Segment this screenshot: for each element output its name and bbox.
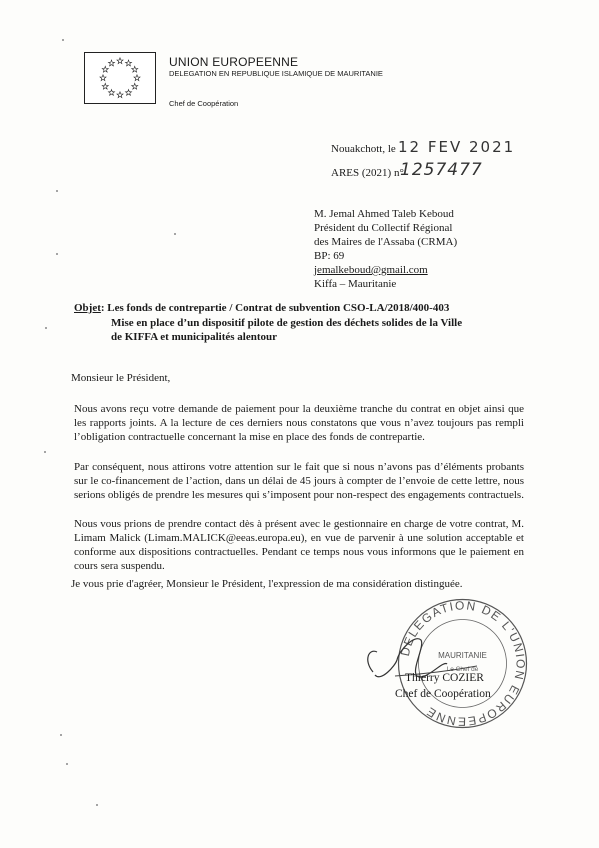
recipient-line: Président du Collectif Régional	[314, 222, 453, 234]
eu-star	[117, 92, 123, 98]
body-paragraph-1: Nous avons reçu votre demande de paiement pour la deuxième tranche du contrat en objet ainsi que les rapports joints. A la lecture de ces derniers nous constatons que vous n’avez toujours pas rempli l’obligation contractuelle concernant la mise en place des fonds de contrepartie.	[74, 403, 524, 443]
scan-speck	[66, 763, 68, 765]
recipient-email-link[interactable]: jemalkeboud@gmail.com	[314, 264, 428, 276]
subject-block	[74, 301, 494, 345]
eu-star	[132, 83, 138, 89]
body-paragraph-3: Nous vous prions de prendre contact dès à présent avec le gestionnaire en charge de votre contrat, M. Limam Malick (Limam.MALICK@eeas.europa.eu), en vue de parvenir à une solution acceptable et conforme aux dispositions contractuelles. Pendant ce temps nous vous informons que le paiement en cours sera suspendu.	[74, 518, 524, 572]
scan-speck	[60, 734, 62, 736]
sender-role: Chef de Coopération	[169, 99, 239, 108]
eu-star	[132, 66, 138, 72]
signatory-name: Thierry COZIER	[405, 672, 484, 684]
recipient-address	[314, 207, 457, 291]
subject-line-2: Mise en place d’un dispositif pilote de gestion des déchets solides de la Ville	[111, 316, 463, 329]
eu-star	[125, 60, 131, 66]
scan-speck	[45, 327, 47, 329]
scan-speck	[56, 253, 58, 255]
eu-star	[102, 83, 108, 89]
eu-star	[100, 75, 106, 81]
subject-line-1: : Les fonds de contrepartie / Contrat de subvention CSO-LA/2018/400-403	[100, 302, 450, 314]
recipient-line: M. Jemal Ahmed Taleb Keboud	[314, 208, 454, 220]
date-place: Nouakchott, le	[331, 143, 396, 155]
eu-star	[134, 75, 140, 81]
stamp-center-text: MAURITANIE	[438, 651, 487, 660]
stamp-sub-text: Le Chef de	[446, 666, 479, 673]
signatory-title: Chef de Coopération	[395, 688, 491, 700]
scan-speck	[174, 233, 176, 235]
reference-number: 1257477	[400, 160, 483, 180]
eu-star	[108, 60, 114, 66]
eu-star	[102, 66, 108, 72]
scan-speck	[62, 39, 64, 41]
eu-star	[125, 90, 131, 96]
eu-star	[108, 90, 114, 96]
subject-line-3: de KIFFA et municipalités alentour	[111, 331, 278, 343]
eu-star	[117, 58, 123, 64]
recipient-line: BP: 69	[314, 250, 345, 262]
scan-speck	[44, 451, 46, 453]
org-name: UNION EUROPEENNE	[169, 55, 299, 69]
eu-flag-logo	[84, 52, 156, 104]
recipient-line: des Maires de l'Assaba (CRMA)	[314, 236, 458, 248]
stamp-ring-text: DELEGATION DE L'UNION EUROPEENNE	[397, 598, 528, 729]
scan-speck	[96, 804, 98, 806]
eu-stars-icon	[85, 53, 155, 103]
date-stamp: 12 FEV 2021	[398, 138, 516, 156]
delegation-name: DELEGATION EN REPUBLIQUE ISLAMIQUE DE MAURITANIE	[169, 69, 383, 78]
recipient-city: Kiffa – Mauritanie	[314, 278, 397, 290]
subject-label: Objet	[74, 302, 101, 314]
reference-label: ARES (2021) n°	[331, 167, 404, 179]
scan-speck	[56, 190, 58, 192]
greeting: Monsieur le Président,	[71, 372, 171, 384]
closing-formula: Je vous prie d'agréer, Monsieur le Président, l'expression de ma considération distinguée.	[71, 578, 463, 590]
body-paragraph-2: Par conséquent, nous attirons votre attention sur le fait que si nous n’avons pas d’éléments probants sur le co-financement de l’action, dans un délai de 45 jours à compter de l’envoie de cette lettre, nous serions obligés de prendre les mesures qui s’imposent pour non-respect des engagements contractuels.	[74, 461, 524, 501]
